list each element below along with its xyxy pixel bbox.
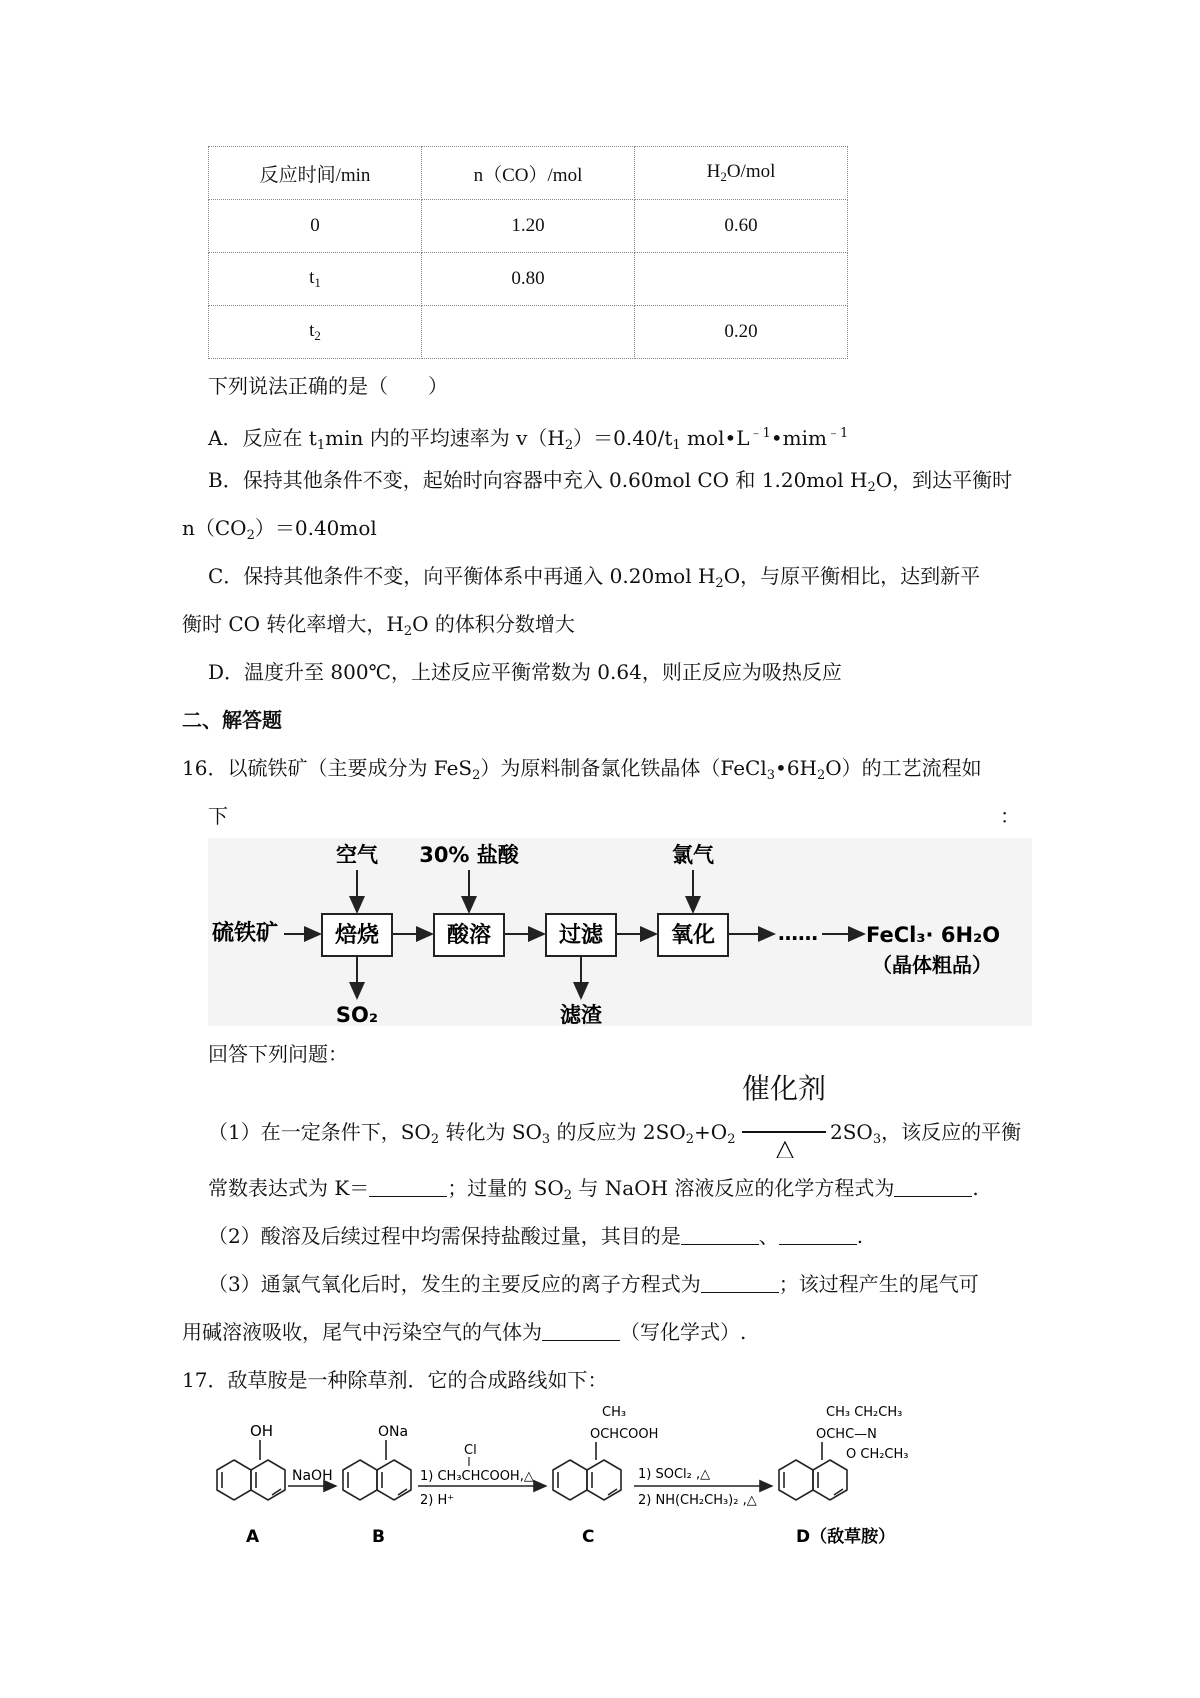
q17-line: 17．敌草胺是一种除草剂．它的合成路线如下： <box>182 1368 608 1392</box>
table-row <box>209 200 848 253</box>
flow-box-roast-label: 焙烧 <box>334 923 380 948</box>
compound-c-group-top: CH₃ <box>602 1405 627 1420</box>
compound-d-group-top: CH₃ CH₂CH₃ <box>826 1405 903 1420</box>
answer-blank[interactable] <box>779 1226 857 1245</box>
q16-line1: 16．以硫铁矿（主要成分为 FeS$_2$）为原料制备氯化铁晶体$(FeCl_3•6H_2O)$的工艺流程如 <box>182 756 982 783</box>
table-row <box>209 306 848 359</box>
flow-product: FeCl₃· 6H₂O <box>866 923 1001 947</box>
q16-part1-line1-right: $2SO_3$，该反应的平衡 <box>830 1120 1022 1147</box>
flow-box-oxidize-label: 氧化 <box>670 923 716 948</box>
q16-line2: 下 <box>208 804 228 828</box>
table-header-row <box>209 147 848 200</box>
synthesis-route-diagram <box>206 1404 1026 1552</box>
option-c-line2: 衡时 CO 转化率增大，$H_2O$ 的体积分数增大 <box>182 612 575 639</box>
q16-part1-line1: （1）在一定条件下，$SO_2$ 转化为 $SO_3$ 的反应为 $2SO_2+O_2$ <box>208 1120 736 1147</box>
step2-reagent-bottom: 2) H⁺ <box>420 1493 455 1508</box>
compound-d-label: D（敌草胺） <box>796 1527 896 1547</box>
table-cell: $t_1$ <box>209 253 422 306</box>
answer-blank[interactable] <box>894 1178 972 1197</box>
option-a: A．反应在 $t_1\min$ 内的平均速率为 $v(H_2)=0.40/t_1$ $mol•L^{﹣1}•mim^{﹣1}$ <box>208 426 849 453</box>
compound-b-group: ONa <box>378 1424 409 1440</box>
table-cell: 0.20 <box>635 306 848 359</box>
table-cell <box>422 306 635 359</box>
question-stem: 下列说法正确的是（ ） <box>208 374 448 398</box>
table-cell: 0 <box>209 200 422 253</box>
step1-reagent: NaOH <box>292 1468 333 1484</box>
flow-bottom-residue: 滤渣 <box>560 1003 602 1026</box>
flow-top-chlorine: 氯气 <box>672 843 714 867</box>
table-cell <box>635 253 848 306</box>
table-cell: 0.80 <box>422 253 635 306</box>
compound-d-group: OCHC—N <box>816 1427 877 1442</box>
answer-intro: 回答下列问题： <box>208 1042 348 1066</box>
compound-c-group: OCHCOOH <box>590 1427 659 1442</box>
compound-d-group-bottom: O CH₂CH₃ <box>846 1447 909 1462</box>
q16-line2-colon: ： <box>1000 804 1020 828</box>
flow-input-label: 硫铁矿 <box>212 921 279 946</box>
option-b-line1: B．保持其他条件不变，起始时向容器中充入 0.60mol CO 和 1.20mol $H_2O$，到达平衡时 <box>208 468 1013 495</box>
process-flow-diagram <box>208 838 1032 1026</box>
flow-box-filter-label: 过滤 <box>558 923 604 948</box>
compound-b-label: B <box>372 1527 385 1547</box>
table-header-cell: $H_2O$/mol <box>635 147 848 200</box>
flow-dots: …… <box>778 921 818 945</box>
option-c-line1: C．保持其他条件不变，向平衡体系中再通入 0.20mol $H_2O$，与原平衡相比，达到新平 <box>208 564 981 591</box>
flow-top-air: 空气 <box>336 843 378 867</box>
flow-bottom-so2: SO₂ <box>335 1003 379 1026</box>
table-cell: 0.60 <box>635 200 848 253</box>
catalyst-label: 催化剂 <box>742 1072 827 1105</box>
q16-part3-line1: （3）通氯气氧化后时，发生的主要反应的离子方程式为 ；该过程产生的尾气可 <box>208 1272 979 1296</box>
flow-product-note: （晶体粗品） <box>872 953 992 977</box>
section-title: 二、解答题 <box>182 708 282 732</box>
table-cell: $t_2$ <box>209 306 422 359</box>
table-header-cell: n（CO）/mol <box>422 147 635 200</box>
step2-chlorine: Cl <box>464 1443 477 1458</box>
table-header-cell: 反应时间/min <box>209 147 422 200</box>
q16-part1-line2: 常数表达式为 K＝ ；过量的 $SO_2$ 与 NaOH 溶液反应的化学方程式为 . <box>208 1176 979 1203</box>
heat-delta-symbol: △ <box>775 1134 795 1158</box>
q16-part3-line2: 用碱溶液吸收，尾气中污染空气的气体为 （写化学式）. <box>182 1320 747 1344</box>
step3-reagent-top: 1) SOCl₂ ,△ <box>638 1467 711 1482</box>
answer-blank[interactable] <box>542 1322 620 1341</box>
step2-reagent-top: 1) CH₃CHCOOH,△ <box>420 1469 534 1484</box>
answer-blank[interactable] <box>681 1226 759 1245</box>
option-b-line2: $n(CO_2)=0.40mol$ <box>182 516 377 543</box>
answer-blank[interactable] <box>369 1178 447 1197</box>
flow-box-acid-label: 酸溶 <box>446 923 492 948</box>
answer-blank[interactable] <box>701 1274 779 1293</box>
reaction-data-table <box>208 146 848 359</box>
flow-top-hcl: 30% 盐酸 <box>419 843 519 867</box>
compound-a-group: OH <box>250 1422 274 1440</box>
table-cell: 1.20 <box>422 200 635 253</box>
q16-part2: （2）酸溶及后续过程中均需保持盐酸过量，其目的是 、 . <box>208 1224 864 1248</box>
table-row <box>209 253 848 306</box>
compound-a-label: A <box>246 1527 260 1547</box>
compound-c-label: C <box>582 1527 595 1547</box>
reaction-condition-arrow <box>742 1124 828 1158</box>
step3-reagent-bottom: 2) NH(CH₂CH₃)₂ ,△ <box>638 1493 757 1508</box>
option-d: D．温度升至 800℃，上述反应平衡常数为 0.64，则正反应为吸热反应 <box>208 660 842 684</box>
